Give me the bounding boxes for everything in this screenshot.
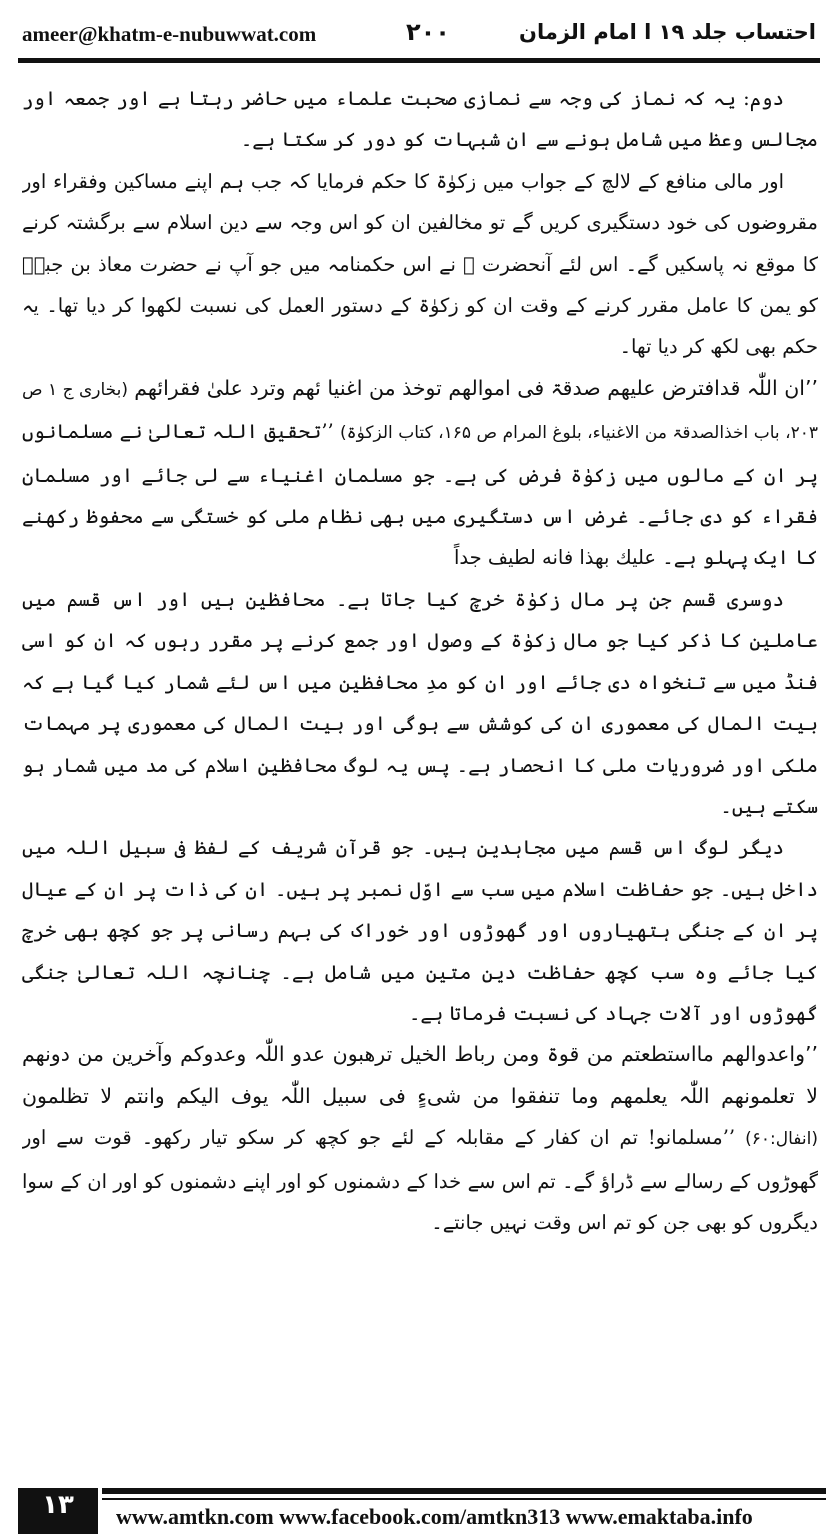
header-email: ameer@khatm-e-nubuwwat.com — [22, 22, 317, 46]
footer-rule-thick — [102, 1488, 826, 1494]
paragraph-1: دوم: یہ کہ نماز کی وجہ سے نمازی صحبت علماء میں حاضر رہتا ہے اور جمعہ اور مجالس وعظ میں شامل ہونے سے ان شبہات کو دور کر سکتا ہے۔ — [22, 87, 818, 152]
footer-links: www.amtkn.com www.facebook.com/amtkn313 www.emaktaba.info — [116, 1504, 753, 1529]
paragraph-2: اور مالی منافع کے لالچ کے جواب میں زکوٰۃ کا حکم فرمایا کہ جب ہم اپنے مساکین وفقراء اور مقروضوں کی خود دستگیری کریں گے تو مخالفین ان کو اس وجہ سے دین اسلام سے برگشتہ کرنے کا موقع نہ پاسکیں گے۔ اس لئے آنحضرت ﷺ نے اس حکمنامہ میں جو آپ نے حضرت معاذ بن جبلؓ کو یمن کا عامل مقرر کرنے کے وقت ان کو زکوٰۃ کے دستور العمل کی نسبت لکھوا کر دیا تھا۔ یہ حکم بھی لکھ کر دیا تھا۔ — [22, 169, 818, 359]
quote-1-reference: (بخاری ج ۱ ص ۲۰۳، باب اخذالصدقۃ من الاغنیاء، بلوغ المرام ص ۱۶۵، کتاب الزکوٰۃ) — [22, 379, 818, 444]
quote-2-block — [22, 1034, 818, 1243]
footer-page-label: ۱۳ — [42, 1490, 74, 1520]
page-header — [18, 18, 820, 52]
quote-2-translation: ’’مسلمانو! تم ان کفار کے مقابلہ کے لئے جو کچھ کر سکو تیار رکھو۔ قوت سے اور گھوڑوں کے رسالے سے ڈراؤ گے۔ تم اس سے خدا کے دشمنوں کو اور اپنے دشمنوں کو اور ان کے سوا دیگروں کو بھی جن کو تم اس وقت نہیں جانتے۔ — [22, 1126, 818, 1234]
page-footer — [18, 1488, 826, 1534]
header-page-number: ۲۰۰ — [406, 18, 450, 46]
footer-page-box — [18, 1488, 98, 1534]
quote-2-arabic: ’’واعدوالھم مااستطعتم من قوۃ ومن رباط الخیل ترھبون عدو اللّٰہ وعدوکم وآخرین من دونھم لا تعلمونھم اللّٰہ یعلمھم وما تنفقوا من شیءٍ فی سبیل اللّٰہ یوف الیکم وانتم لا تظلمون — [22, 1042, 818, 1108]
quote-2-reference: (انفال:۶۰) — [745, 1129, 818, 1150]
quote-1-translation: ’’تحقیق اللہ تعالیٰ نے مسلمانوں پر ان کے مالوں میں زکوٰۃ فرض کی ہے۔ جو مسلمان اغنیاء سے لی جائے اور مسلمان فقراء کو دی جائے۔ غرض اس دستگیری میں بھی نظام ملی کو خستگی سے محفوظ رکھنے کا ایک پہلو ہے۔ — [22, 420, 818, 570]
page-body — [22, 78, 818, 1468]
quote-1-tail: علیك بھذا فانه لطیف جداً — [453, 546, 657, 570]
footer-rule-thin — [102, 1498, 826, 1500]
paragraph-4: دیگر لوگ اس قسم میں مجاہدین ہیں۔ جو قرآن شریف کے لفظ فی سبیل اللہ میں داخل ہیں۔ جو حفاظت اسلام میں سب سے اوّل نمبر پر ہیں۔ ان کی ذات پر ان کے عیال پر ان کے جنگی ہتھیاروں اور گھوڑوں اور خوراک کی بہم رسانی پر جو کچھ بھی خرچ کیا جائے وہ سب کچھ حفاظت دین متین میں شامل ہے۔ چنانچہ اللہ تعالیٰ جنگی گھوڑوں اور آلات جہاد کی نسبت فرماتا ہے۔ — [22, 836, 818, 1025]
quote-1-arabic: ’’ان اللّٰہ قدافترض علیھم صدقۃ فی اموالھم توخذ من اغنیا ئھم وترد علیٰ فقرائھم — [134, 375, 818, 400]
header-rule — [18, 58, 820, 63]
header-book-title: احتساب جلد ۱۹ ا امام الزمان — [519, 20, 816, 44]
quote-1-block — [22, 368, 818, 579]
paragraph-3: دوسری قسم جن پر مال زکوٰۃ خرچ کیا جاتا ہے۔ محافظین ہیں اور اس قسم میں عاملین کا ذکر کیا جو مال زکوٰۃ کے وصول اور جمع کرنے پر مقرر رہوں کہ ان کو اسی فنڈ میں سے تنخواہ دی جائے اور ان کو مدِ محافظین میں اس لئے شمار کیا گیا ہے کہ بیت المال کی معموری ان کی کوشش سے ہوگی اور بیت المال کی معموری پر مہمات ملکی اور ضروریات ملی کا انحصار ہے۔ پس یہ لوگ محافظین اسلام کی مد میں شمار ہو سکتے ہیں۔ — [22, 587, 818, 818]
